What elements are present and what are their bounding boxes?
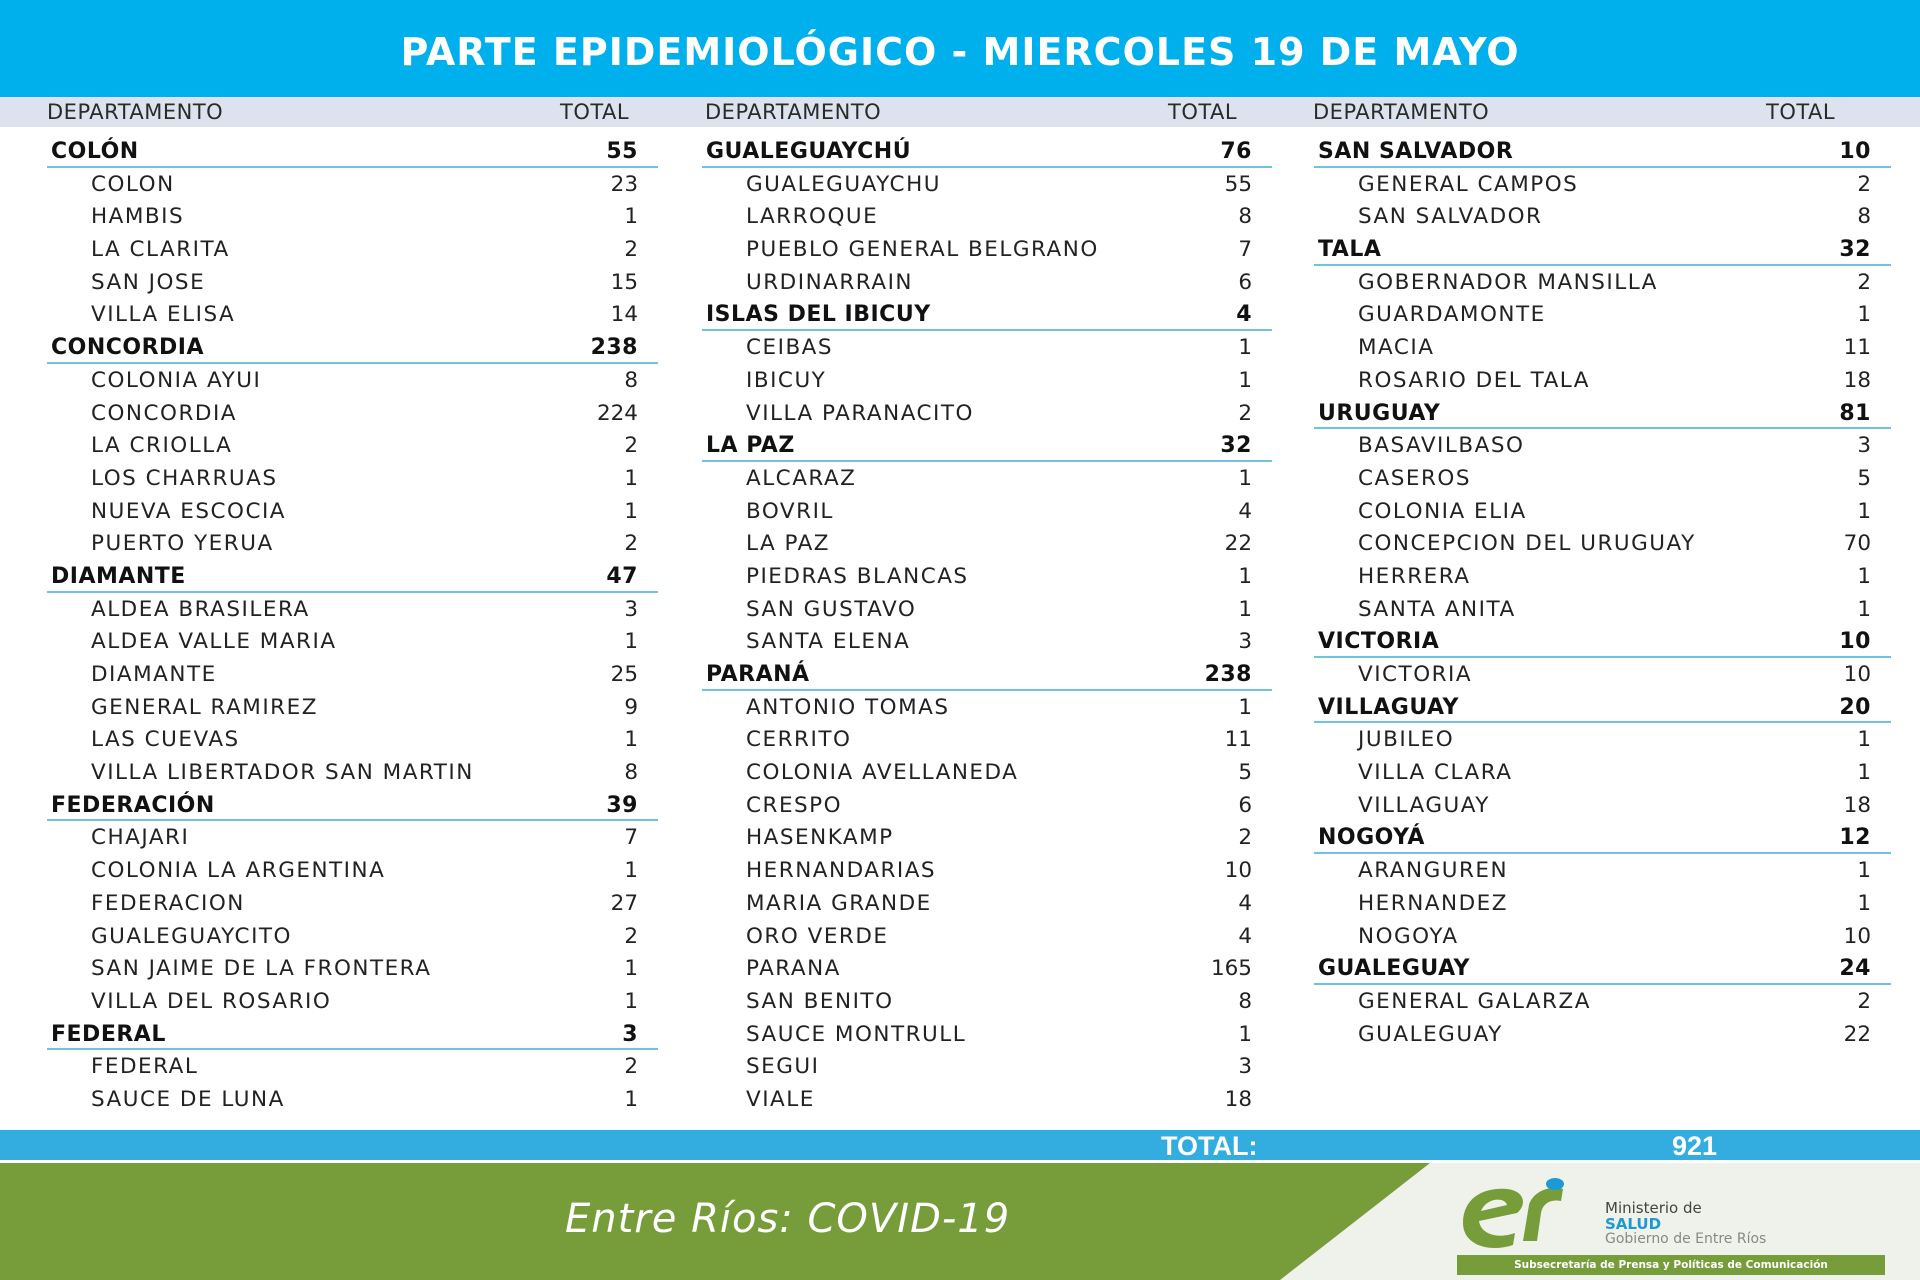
locality-count: 1 xyxy=(1238,694,1252,720)
locality-count: 1 xyxy=(1238,563,1252,589)
locality-row xyxy=(51,299,638,332)
locality-name: SEGUI xyxy=(746,1054,820,1080)
locality-count: 2 xyxy=(1857,988,1871,1014)
locality-row xyxy=(706,398,1252,431)
department-row xyxy=(706,136,1252,169)
locality-count: 1 xyxy=(1857,498,1871,524)
locality-row xyxy=(706,594,1252,627)
locality-count: 1 xyxy=(624,988,638,1014)
locality-count: 3 xyxy=(1238,1054,1252,1080)
locality-count: 1 xyxy=(624,727,638,753)
locality-count: 224 xyxy=(596,400,638,426)
locality-name: CERRITO xyxy=(746,727,852,753)
department-row xyxy=(1318,136,1871,169)
department-name: CONCORDIA xyxy=(51,335,205,361)
locality-count: 7 xyxy=(1238,237,1252,263)
footer xyxy=(0,1163,1920,1280)
locality-name: MARIA GRANDE xyxy=(746,890,932,916)
locality-name: JUBILEO xyxy=(1358,727,1455,753)
locality-count: 1 xyxy=(624,858,638,884)
locality-name: LA PAZ xyxy=(746,531,831,557)
locality-count: 27 xyxy=(610,890,638,916)
locality-row xyxy=(51,496,638,529)
locality-count: 6 xyxy=(1238,792,1252,818)
locality-name: COLON xyxy=(91,171,175,197)
locality-row xyxy=(706,528,1252,561)
locality-count: 11 xyxy=(1843,335,1871,361)
locality-count: 1 xyxy=(1857,302,1871,328)
locality-row xyxy=(51,822,638,855)
table-column-2 xyxy=(706,136,1252,1117)
locality-row xyxy=(1318,986,1871,1019)
locality-name: CONCEPCION DEL URUGUAY xyxy=(1358,531,1696,557)
locality-row xyxy=(706,1051,1252,1084)
locality-name: GENERAL CAMPOS xyxy=(1358,171,1579,197)
locality-row xyxy=(706,626,1252,659)
locality-count: 2 xyxy=(1857,269,1871,295)
locality-name: BASAVILBASO xyxy=(1358,433,1525,459)
locality-count: 1 xyxy=(624,1086,638,1112)
locality-count: 1 xyxy=(1857,760,1871,786)
department-row xyxy=(706,430,1252,463)
department-total: 238 xyxy=(1204,662,1252,687)
locality-name: ALDEA BRASILERA xyxy=(91,596,310,622)
locality-name: VILLAGUAY xyxy=(1358,792,1490,818)
locality-row xyxy=(706,234,1252,267)
department-name: LA PAZ xyxy=(706,433,795,459)
locality-name: LOS CHARRUAS xyxy=(91,465,278,491)
locality-row xyxy=(706,496,1252,529)
locality-name: SANTA ANITA xyxy=(1358,596,1516,622)
locality-name: ROSARIO DEL TALA xyxy=(1358,367,1590,393)
department-name: SAN SALVADOR xyxy=(1318,139,1514,164)
title-bar xyxy=(0,0,1920,97)
locality-count: 2 xyxy=(1238,400,1252,426)
locality-name: PIEDRAS BLANCAS xyxy=(746,563,969,589)
locality-row xyxy=(51,724,638,757)
locality-row xyxy=(1318,561,1871,594)
department-row xyxy=(1318,692,1871,725)
locality-count: 18 xyxy=(1224,1086,1252,1112)
department-total: 10 xyxy=(1839,629,1871,655)
locality-row xyxy=(1318,365,1871,398)
locality-name: DIAMANTE xyxy=(91,662,217,687)
locality-count: 1 xyxy=(1238,335,1252,361)
department-total: 4 xyxy=(1236,302,1252,328)
locality-name: VILLA CLARA xyxy=(1358,760,1513,786)
locality-row xyxy=(51,234,638,267)
department-total: 12 xyxy=(1839,825,1871,851)
table-column-3 xyxy=(1318,136,1871,1051)
locality-name: IBICUY xyxy=(746,367,827,393)
department-total: 24 xyxy=(1839,956,1871,982)
locality-count: 1 xyxy=(1857,890,1871,916)
locality-count: 8 xyxy=(1238,204,1252,230)
department-name: VICTORIA xyxy=(1318,629,1440,655)
locality-count: 22 xyxy=(1224,531,1252,557)
locality-count: 1 xyxy=(1238,596,1252,622)
locality-name: HERNANDARIAS xyxy=(746,858,937,884)
locality-name: HAMBIS xyxy=(91,204,185,230)
locality-name: LA CRIOLLA xyxy=(91,433,233,459)
locality-count: 2 xyxy=(624,923,638,949)
department-name: COLÓN xyxy=(51,139,139,164)
locality-row xyxy=(51,398,638,431)
locality-count: 7 xyxy=(624,825,638,851)
locality-count: 9 xyxy=(624,694,638,720)
locality-name: CHAJARI xyxy=(91,825,190,851)
locality-name: NUEVA ESCOCIA xyxy=(91,498,287,524)
locality-count: 4 xyxy=(1238,890,1252,916)
locality-count: 3 xyxy=(1857,433,1871,459)
total-label: TOTAL: xyxy=(1161,1131,1258,1161)
locality-name: VICTORIA xyxy=(1358,662,1473,687)
locality-row xyxy=(706,267,1252,300)
department-row xyxy=(706,299,1252,332)
locality-name: COLONIA AYUI xyxy=(91,367,262,393)
locality-row xyxy=(51,201,638,234)
locality-row xyxy=(1318,496,1871,529)
locality-row xyxy=(706,822,1252,855)
locality-name: PUEBLO GENERAL BELGRANO xyxy=(746,237,1099,263)
locality-count: 5 xyxy=(1238,760,1252,786)
locality-name: VILLA ELISA xyxy=(91,302,236,328)
locality-name: CRESPO xyxy=(746,792,843,818)
locality-name: SAN SALVADOR xyxy=(1358,204,1543,230)
locality-count: 2 xyxy=(624,237,638,263)
department-total: 10 xyxy=(1839,139,1871,164)
locality-row xyxy=(1318,790,1871,823)
locality-name: COLONIA LA ARGENTINA xyxy=(91,858,386,884)
locality-name: SANTA ELENA xyxy=(746,629,911,655)
locality-name: VILLA PARANACITO xyxy=(746,400,974,426)
department-name: URUGUAY xyxy=(1318,400,1441,426)
department-total: 39 xyxy=(606,792,638,818)
table-column-1 xyxy=(51,136,638,1117)
department-name: GUALEGUAY xyxy=(1318,956,1470,982)
locality-row xyxy=(51,1051,638,1084)
locality-name: ALCARAZ xyxy=(746,465,857,491)
locality-name: FEDERAL xyxy=(91,1054,199,1080)
col-header-departamento-2: DEPARTAMENTO xyxy=(705,100,882,124)
footer-slogan: Entre Ríos: COVID-19 xyxy=(565,1196,1011,1242)
locality-count: 18 xyxy=(1843,792,1871,818)
department-name: FEDERACIÓN xyxy=(51,792,215,818)
locality-count: 2 xyxy=(624,433,638,459)
locality-row xyxy=(706,692,1252,725)
locality-count: 2 xyxy=(624,531,638,557)
locality-count: 165 xyxy=(1210,956,1252,982)
department-name: GUALEGUAYCHÚ xyxy=(706,139,912,164)
locality-row xyxy=(706,757,1252,790)
locality-count: 6 xyxy=(1238,269,1252,295)
locality-row xyxy=(706,365,1252,398)
department-total: 20 xyxy=(1839,694,1871,720)
locality-count: 1 xyxy=(1238,1021,1252,1047)
locality-row xyxy=(706,332,1252,365)
locality-name: VIALE xyxy=(746,1086,815,1112)
locality-name: COLONIA AVELLANEDA xyxy=(746,760,1019,786)
locality-row xyxy=(1318,201,1871,234)
locality-row xyxy=(706,1019,1252,1052)
locality-name: NOGOYA xyxy=(1358,923,1459,949)
department-row xyxy=(51,1019,638,1052)
locality-name: HASENKAMP xyxy=(746,825,894,851)
locality-name: GUALEGUAYCHU xyxy=(746,171,941,197)
locality-row xyxy=(706,561,1252,594)
locality-row xyxy=(706,1084,1252,1117)
locality-row xyxy=(706,986,1252,1019)
department-total: 76 xyxy=(1220,139,1252,164)
locality-count: 10 xyxy=(1224,858,1252,884)
locality-count: 15 xyxy=(610,269,638,295)
locality-row xyxy=(1318,430,1871,463)
locality-name: CONCORDIA xyxy=(91,400,237,426)
locality-count: 1 xyxy=(624,498,638,524)
locality-row xyxy=(1318,528,1871,561)
locality-name: FEDERACION xyxy=(91,890,245,916)
locality-row xyxy=(51,169,638,202)
locality-count: 2 xyxy=(624,1054,638,1080)
locality-name: SAN JAIME DE LA FRONTERA xyxy=(91,956,432,982)
ministry-logo xyxy=(1450,1175,1890,1275)
locality-name: COLONIA ELIA xyxy=(1358,498,1527,524)
locality-count: 5 xyxy=(1857,465,1871,491)
locality-name: ANTONIO TOMAS xyxy=(746,694,950,720)
locality-row xyxy=(51,888,638,921)
locality-row xyxy=(1318,659,1871,692)
locality-count: 3 xyxy=(1238,629,1252,655)
locality-name: GUALEGUAY xyxy=(1358,1021,1503,1047)
locality-count: 10 xyxy=(1843,923,1871,949)
locality-row xyxy=(1318,332,1871,365)
locality-count: 1 xyxy=(1238,367,1252,393)
department-name: TALA xyxy=(1318,237,1382,263)
locality-row xyxy=(51,692,638,725)
locality-row xyxy=(51,921,638,954)
locality-name: URDINARRAIN xyxy=(746,269,913,295)
locality-name: SAN GUSTAVO xyxy=(746,596,917,622)
department-name: PARANÁ xyxy=(706,662,810,687)
locality-count: 55 xyxy=(1224,171,1252,197)
locality-name: PUERTO YERUA xyxy=(91,531,274,557)
locality-row xyxy=(1318,724,1871,757)
locality-count: 2 xyxy=(1857,171,1871,197)
locality-row xyxy=(51,365,638,398)
locality-row xyxy=(706,790,1252,823)
locality-name: SAUCE DE LUNA xyxy=(91,1086,285,1112)
locality-row xyxy=(51,267,638,300)
locality-name: LAS CUEVAS xyxy=(91,727,240,753)
locality-name: VILLA LIBERTADOR SAN MARTIN xyxy=(91,760,474,786)
total-value: 921 xyxy=(1672,1131,1718,1161)
total-bar xyxy=(0,1130,1920,1160)
locality-count: 4 xyxy=(1238,498,1252,524)
locality-row xyxy=(1318,855,1871,888)
department-row xyxy=(51,790,638,823)
locality-name: PARANA xyxy=(746,956,841,982)
locality-name: HERNANDEZ xyxy=(1358,890,1508,916)
locality-count: 11 xyxy=(1224,727,1252,753)
locality-count: 1 xyxy=(1857,727,1871,753)
department-row xyxy=(51,561,638,594)
locality-count: 1 xyxy=(624,465,638,491)
locality-count: 8 xyxy=(1238,988,1252,1014)
locality-row xyxy=(51,463,638,496)
locality-row xyxy=(51,986,638,1019)
department-name: NOGOYÁ xyxy=(1318,825,1425,851)
locality-row xyxy=(1318,299,1871,332)
locality-row xyxy=(706,855,1252,888)
locality-row xyxy=(1318,888,1871,921)
department-name: VILLAGUAY xyxy=(1318,694,1459,720)
locality-count: 23 xyxy=(610,171,638,197)
locality-count: 25 xyxy=(610,662,638,687)
col-header-total-2: TOTAL xyxy=(1168,100,1238,124)
department-row xyxy=(1318,626,1871,659)
locality-row xyxy=(1318,921,1871,954)
locality-name: GOBERNADOR MANSILLA xyxy=(1358,269,1658,295)
locality-count: 14 xyxy=(610,302,638,328)
locality-name: HERRERA xyxy=(1358,563,1471,589)
locality-row xyxy=(51,528,638,561)
er-logo-icon xyxy=(1455,1175,1575,1253)
locality-name: SAN BENITO xyxy=(746,988,894,1014)
department-row xyxy=(1318,822,1871,855)
department-total: 238 xyxy=(590,335,638,361)
department-name: FEDERAL xyxy=(51,1021,166,1047)
locality-name: GUALEGUAYCITO xyxy=(91,923,292,949)
locality-name: GUARDAMONTE xyxy=(1358,302,1546,328)
locality-row xyxy=(706,169,1252,202)
locality-name: ARANGUREN xyxy=(1358,858,1509,884)
locality-count: 1 xyxy=(1857,858,1871,884)
department-total: 3 xyxy=(622,1021,638,1047)
locality-name: SAUCE MONTRULL xyxy=(746,1021,967,1047)
locality-count: 1 xyxy=(624,956,638,982)
locality-name: ALDEA VALLE MARIA xyxy=(91,629,337,655)
locality-count: 10 xyxy=(1843,662,1871,687)
locality-row xyxy=(1318,463,1871,496)
locality-row xyxy=(1318,594,1871,627)
department-row xyxy=(1318,953,1871,986)
locality-count: 8 xyxy=(624,367,638,393)
locality-count: 1 xyxy=(1857,563,1871,589)
column-header-bar xyxy=(0,97,1920,127)
locality-row xyxy=(51,953,638,986)
page-title: PARTE EPIDEMIOLÓGICO - MIERCOLES 19 DE MAYO xyxy=(400,29,1520,74)
department-row xyxy=(706,659,1252,692)
department-total: 81 xyxy=(1839,400,1871,426)
locality-name: BOVRIL xyxy=(746,498,834,524)
department-row xyxy=(51,332,638,365)
locality-row xyxy=(1318,169,1871,202)
locality-count: 1 xyxy=(1238,465,1252,491)
locality-row xyxy=(706,953,1252,986)
locality-name: LA CLARITA xyxy=(91,237,230,263)
locality-row xyxy=(1318,757,1871,790)
department-row xyxy=(51,136,638,169)
locality-row xyxy=(706,921,1252,954)
locality-count: 70 xyxy=(1843,531,1871,557)
locality-name: SAN JOSE xyxy=(91,269,206,295)
locality-count: 3 xyxy=(624,596,638,622)
locality-row xyxy=(1318,267,1871,300)
department-name: ISLAS DEL IBICUY xyxy=(706,302,931,328)
locality-count: 8 xyxy=(1857,204,1871,230)
locality-count: 1 xyxy=(1857,596,1871,622)
locality-name: GENERAL RAMIREZ xyxy=(91,694,318,720)
locality-name: MACIA xyxy=(1358,335,1435,361)
locality-row xyxy=(51,626,638,659)
logo-subsecretaria-banner: Subsecretaría de Prensa y Políticas de Comunicación xyxy=(1457,1255,1885,1275)
logo-gobierno-text: Gobierno de Entre Ríos xyxy=(1605,1231,1767,1247)
locality-name: CASEROS xyxy=(1358,465,1471,491)
logo-salud-text: SALUD xyxy=(1605,1215,1662,1233)
col-header-departamento-3: DEPARTAMENTO xyxy=(1313,100,1490,124)
locality-count: 22 xyxy=(1843,1021,1871,1047)
locality-row xyxy=(1318,1019,1871,1052)
locality-count: 1 xyxy=(624,204,638,230)
department-total: 32 xyxy=(1220,433,1252,459)
locality-row xyxy=(51,430,638,463)
logo-ministerio-text: Ministerio de xyxy=(1605,1199,1702,1217)
locality-name: CEIBAS xyxy=(746,335,834,361)
locality-count: 8 xyxy=(624,760,638,786)
locality-row xyxy=(51,594,638,627)
locality-count: 1 xyxy=(624,629,638,655)
department-row xyxy=(1318,398,1871,431)
locality-name: LARROQUE xyxy=(746,204,879,230)
department-total: 55 xyxy=(606,139,638,164)
locality-name: VILLA DEL ROSARIO xyxy=(91,988,332,1014)
department-name: DIAMANTE xyxy=(51,563,186,589)
col-header-total-3: TOTAL xyxy=(1766,100,1836,124)
locality-count: 18 xyxy=(1843,367,1871,393)
col-header-departamento-1: DEPARTAMENTO xyxy=(47,100,224,124)
col-header-total-1: TOTAL xyxy=(560,100,630,124)
locality-count: 2 xyxy=(1238,825,1252,851)
department-total: 47 xyxy=(606,563,638,589)
locality-row xyxy=(706,463,1252,496)
locality-row xyxy=(51,659,638,692)
department-total: 32 xyxy=(1839,237,1871,263)
locality-row xyxy=(51,855,638,888)
locality-row xyxy=(706,724,1252,757)
locality-count: 4 xyxy=(1238,923,1252,949)
locality-name: ORO VERDE xyxy=(746,923,889,949)
department-row xyxy=(1318,234,1871,267)
locality-name: GENERAL GALARZA xyxy=(1358,988,1591,1014)
locality-row xyxy=(51,757,638,790)
locality-row xyxy=(706,201,1252,234)
locality-row xyxy=(51,1084,638,1117)
locality-row xyxy=(706,888,1252,921)
